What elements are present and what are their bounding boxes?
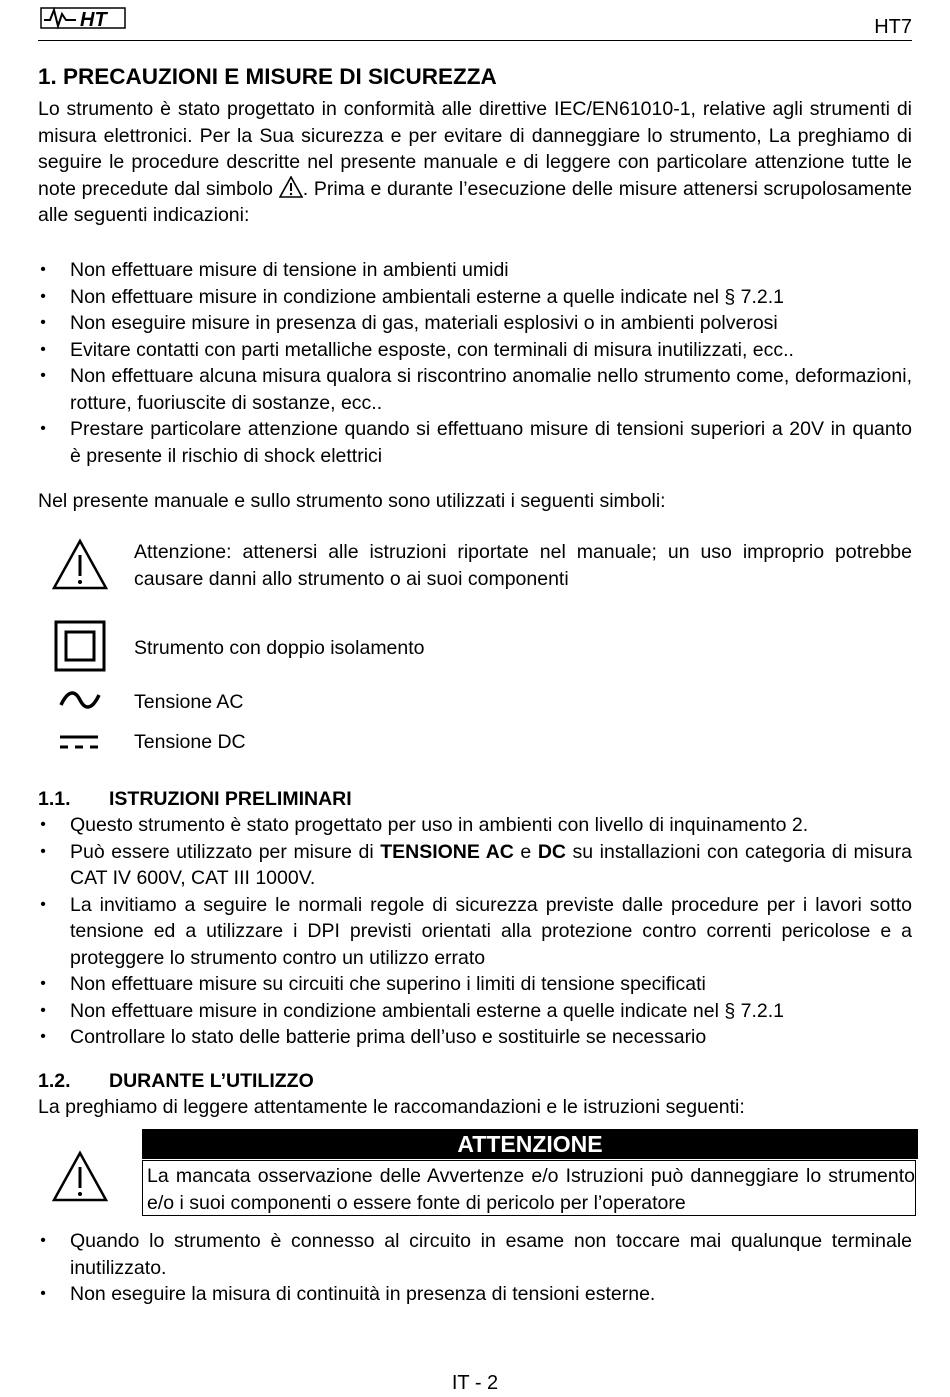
symbol-double-insulation-text: Strumento con doppio isolamento	[134, 637, 425, 659]
section-1-1-title: 1.1. ISTRUZIONI PRELIMINARI	[38, 788, 352, 810]
attention-text: La mancata osservazione delle Avvertenze e/o Istruzioni può danneggiare lo strumento e/o i suoi componenti o essere fonte di pericolo per l’operatore	[142, 1160, 916, 1216]
section-1-2-title: 1.2. DURANTE L’UTILIZZO	[38, 1070, 314, 1092]
symbol-warning-text: Attenzione: attenersi alle istruzioni riportate nel manuale; un uso improprio potrebbe causare danni allo strumento o ai suoi componenti	[134, 541, 912, 590]
list-item: • Non effettuare misure in condizione ambientali esterne a quelle indicate nel § 7.2.1	[40, 999, 785, 1022]
list-item: • Non effettuare alcuna misura qualora si riscontrino anomalie nello strumento come, deformazioni, rotture, fuoriuscite di sostanze, ecc..	[40, 365, 912, 414]
list-item: • Può essere utilizzato per misure di TENSIONE AC e DC su installazioni con categoria di misura CAT IV 600V, CAT III 1000V.	[40, 840, 912, 889]
list-item: • Non eseguire misure in presenza di gas, materiali esplosivi o in ambienti polverosi	[40, 312, 778, 334]
section-1-title: 1. PRECAUZIONI E MISURE DI SICUREZZA	[38, 64, 497, 89]
double-insulation-icon	[54, 620, 106, 672]
symbol-dc-text: Tensione DC	[134, 731, 246, 753]
list-item: • Non effettuare misure di tensione in ambienti umidi	[40, 259, 509, 281]
symbols-intro: Nel presente manuale e sullo strumento sono utilizzati i seguenti simboli:	[38, 490, 666, 512]
list-item: • Non effettuare misure in condizione ambientali esterne a quelle indicate nel § 7.2.1	[40, 285, 785, 308]
svg-text:HT: HT	[80, 9, 107, 31]
symbol-ac-text: Tensione AC	[134, 691, 244, 713]
warning-triangle-icon	[52, 1150, 108, 1202]
attention-banner: ATTENZIONE	[142, 1129, 918, 1159]
list-item: • Questo strumento è stato progettato per uso in ambienti con livello di inquinamento 2.	[40, 814, 809, 836]
page-number: IT - 2	[451, 1372, 499, 1394]
model-label: HT7	[874, 16, 912, 38]
list-item: • Evitare contatti con parti metalliche esposte, con terminali di misura inutilizzati, ecc..	[40, 338, 794, 361]
brand-logo	[40, 2, 128, 32]
warning-triangle-icon	[52, 538, 108, 590]
list-item: • Controllare lo stato delle batterie prima dell’uso e sostituirle se necessario	[40, 1026, 707, 1048]
preliminary-bullets	[38, 812, 912, 1051]
usage-bullets	[38, 1228, 912, 1308]
list-item: • Prestare particolare attenzione quando si effettuano misure di tensioni superiori a 20V in quanto è presente il rischio di shock elettrici	[40, 418, 912, 467]
dc-lines-icon	[58, 733, 100, 751]
section-1-intro: Lo strumento è stato progettato in conformità alle direttive IEC/EN61010-1, relative agli strumenti di misura elettronici. Per la Sua sicurezza e per evitare di danneggiare lo strumento, La preghiamo di seguire le procedure descritte nel presente manuale e di leggere con particolare attenzione tutte le note precedute dal simbolo . Prima e durante l’esecuzione delle misure attenersi scrupolosamente alle seguenti indicazioni:	[38, 98, 913, 226]
section-1-2-intro: La preghiamo di leggere attentamente le raccomandazioni e le istruzioni seguenti:	[38, 1096, 745, 1118]
list-item: • Non effettuare misure su circuiti che superino i limiti di tensione specificati	[40, 973, 706, 995]
safety-bullets	[38, 257, 912, 469]
list-item: • La invitiamo a seguire le normali regole di sicurezza previste dalle procedure per i lavori sotto tensione ed a utilizzare i DPI previsti orientati alla protezione contro correnti pericolose e a proteggere lo strumento contro un utilizzo errato	[40, 893, 912, 969]
ac-tilde-icon	[58, 688, 102, 712]
list-item: • Non eseguire la misura di continuità in presenza di tensioni esterne.	[40, 1283, 656, 1305]
warning-inline-icon	[279, 176, 303, 198]
list-item: • Quando lo strumento è connesso al circuito in esame non toccare mai qualunque terminale inutilizzato.	[40, 1230, 912, 1279]
header-divider	[38, 40, 912, 41]
